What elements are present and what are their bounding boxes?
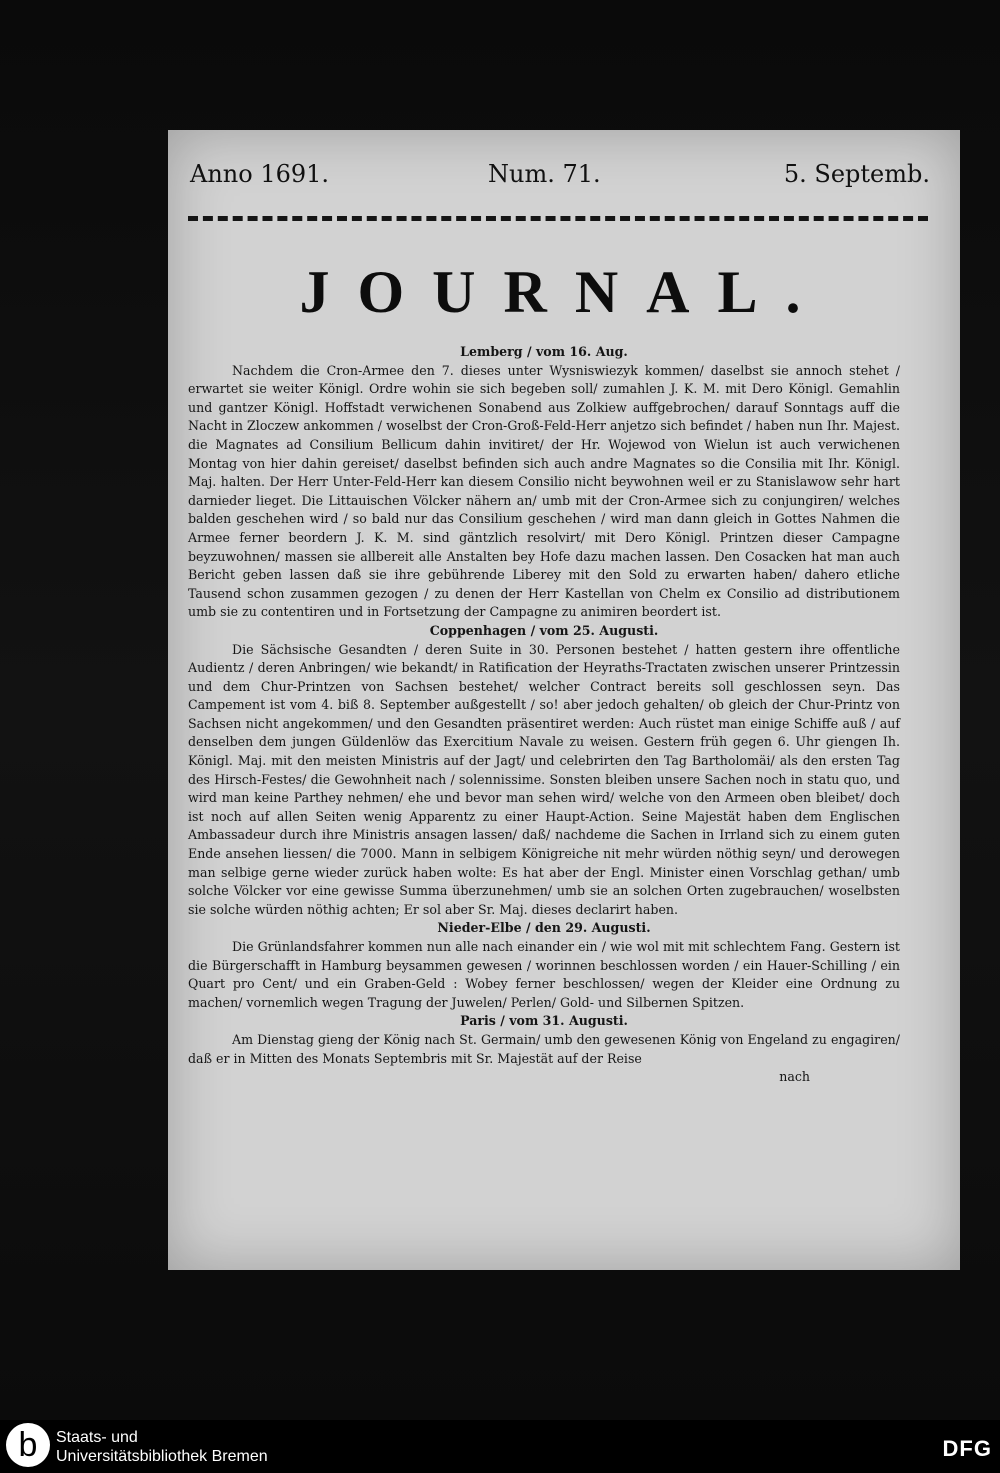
- dateline-lemberg: Lemberg / vom 16. Aug.: [460, 344, 628, 359]
- newspaper-page: [168, 130, 960, 1270]
- library-name-line1: Staats- und: [56, 1429, 138, 1446]
- library-logo-letter: b: [18, 1426, 38, 1464]
- issue-number: Num. 71.: [488, 160, 601, 188]
- masthead-rule: [188, 216, 928, 221]
- issue-date: 5. Septemb.: [783, 160, 930, 188]
- paragraph-paris: Am Dienstag gieng der König nach St. Germain/ umb den gewesenen König von Engeland zu engagiren/ daß er in Mitten des Monats Septembris mit Sr. Majestät auf der Reise: [188, 1031, 900, 1066]
- issue-year: Anno 1691.: [190, 160, 330, 188]
- paragraph-coppenhagen: Die Sächsische Gesandten / deren Suite in 30. Personen bestehet / hatten gestern ihre offentliche Audientz / deren Anbringen/ wie bekandt/ in Ratification der Heyraths-Tractaten zwischen unserer Printzessin und dem Chur-Printzen von Sachsen bestehet/ welcher Contract bereits soll geschlossen seyn. Das Campement ist vom 4. biß 8. September außgestellt / so! aber jedoch gehalten/ ob gleich der Chur-Printz von Sachsen nicht angekommen/ und den Gesandten präsentiret werden: Auch rüstet man einige Schiffe auß / auf denselben dem jungen Güldenlöw das Exercitium Navale zu weisen. Gestern früh gegen 6. Uhr giengen Ih. Königl. Maj. mit den meisten Ministris auf der Jagt/ und celebrirten den Tag Bartholomäi/ als den ersten Tag des Hirsch-Festes/ die Gewohnheit nach / solennissime. Sonsten bleiben unsere Sachen noch in statu quo, und wird man keine Parthey nehmen/ ehe und bevor man sehen wird/ welche von den Armeen oben bleibet/ doch ist noch auf allen Seiten wenig Apparentz zu einer Haupt-Action. Seine Majestät haben dem Englischen Ambassadeur durch ihre Ministris ansagen lassen/ daß/ nachdeme die Sachen in Irrland sich zu einem guten Ende ansehen liessen/ die 7000. Mann in selbigem Königreiche nit mehr würden nöthig seyn/ und derowegen man selbige gerne wieder zurück haben wolte: Es hat aber der Engl. Minister einen Vorschlag gethan/ umb solche Völcker vor eine gewisse Summa überzunehmen/ umb sie an solchen Orten zugebrauchen/ woselbsten sie solche würden nöthig achten; Er sol aber Sr. Maj. dieses declarirt haben.: [188, 641, 900, 917]
- paragraph-nieder-elbe: Die Grünlandsfahrer kommen nun alle nach einander ein / wie wol mit mit schlechtem Fang. Gestern ist die Bürgerschafft in Hamburg beysammen gewesen / worinnen beschlossen worden / ein Hauer-Schilling / ein Quart pro Cent/ und ein Graben-Geld : Wobey ferner beschlossen/ wegen der Kleider eine Ordnung zu machen/ vornemlich wegen Tragung der Juwelen/ Perlen/ Gold- und Silbernen Spitzen.: [188, 939, 900, 1010]
- library-name[interactable]: [56, 1428, 268, 1466]
- dfg-logo-icon[interactable]: DFG: [942, 1436, 992, 1461]
- library-logo-icon[interactable]: [6, 1423, 50, 1467]
- footer-bar: [0, 1420, 1000, 1473]
- catchword: nach: [779, 1069, 810, 1085]
- journal-title: JOURNAL.: [299, 259, 829, 325]
- paragraph-lemberg: Nachdem die Cron-Armee den 7. dieses unter Wysniswiezyk kommen/ daselbst sie annoch stehet / erwartet sie weiter Königl. Ordre wohin sie sich begeben soll/ zumahlen J. K. M. mit Dero Königl. Gemahlin und gantzer Königl. Hoffstadt verwichenen Sonabend aus Zolkiew auffgebrochen/ darauf Sonntags auff die Nacht in Zloczew ankommen / woselbst der Cron-Groß-Feld-Herr anjetzo sich befindet / haben nun Ihr. Majest. die Magnates ad Consilium Bellicum dahin invitiret/ der Hr. Wojewod von Wielun ist auch verwichenen Montag von hier dahin gereiset/ daselbst befinden sich auch andre Magnates so die Consilia mit Ihr. Königl. Maj. halten. Der Herr Unter-Feld-Herr kan diesem Consilio nicht beywohnen weil er zu Stanislawow sehr hart darnieder lieget. Die Littauischen Völcker nähern an/ umb mit der Cron-Armee sich zu conjungiren/ welches balden geschehen wird / so bald nur das Consilium geschehen / wird man dann gleich in Gottes Nahmen die Armee ferner beordern J. K. M. sind gäntzlich resolvirt/ mit Dero Königl. Printzen dieser Campagne beyzuwohnen/ massen sie allbereit alle Anstalten bey Hofe dazu machen lassen. Den Cosacken hat man auch Bericht geben lassen daß sie ihre gebührende Liberey mit den Sold zu erwarten haben/ dahero etliche Tausend schon zusammen gezogen / zu denen der Herr Kastellan von Chelm ex Consilio ad distributionem umb sie zu contentiren und in Fortsetzung der Campagne zu animiren beordert ist.: [188, 362, 900, 620]
- masthead-line: [190, 160, 930, 200]
- dateline-nieder-elbe: Nieder-Elbe / den 29. Augusti.: [437, 920, 651, 936]
- article-body: [188, 343, 900, 1087]
- dateline-paris: Paris / vom 31. Augusti.: [460, 1013, 628, 1029]
- dateline-coppenhagen: Coppenhagen / vom 25. Augusti.: [429, 622, 659, 638]
- library-name-line2: Universitätsbibliothek Bremen: [56, 1448, 268, 1465]
